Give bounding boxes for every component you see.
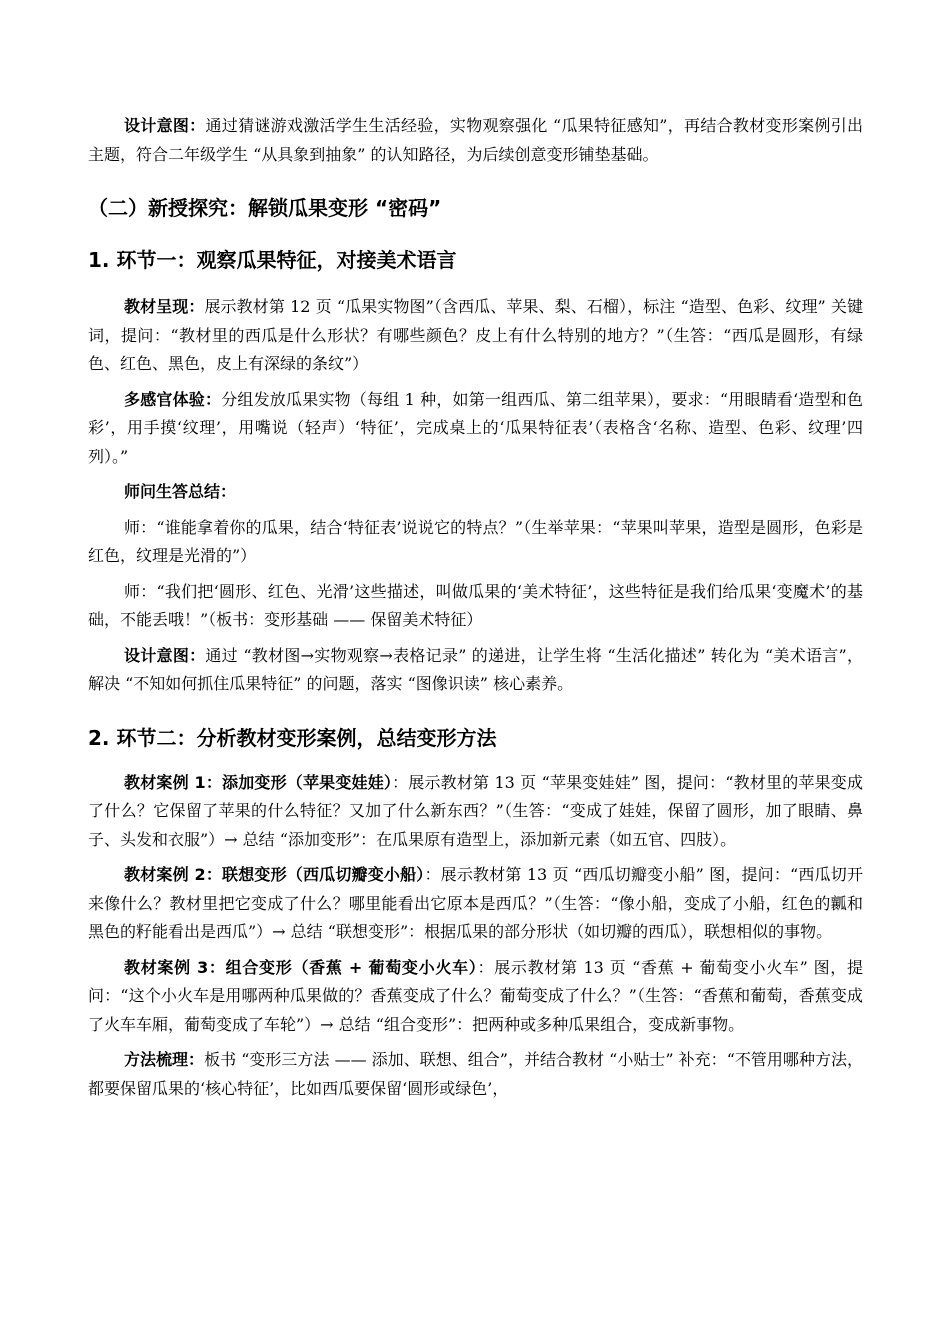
part1-design-paragraph — [88, 642, 863, 699]
part1-qa1: 师：“谁能拿着你的瓜果，结合‘特征表’说说它的特点？”（生举苹果：“苹果叫苹果，造型是圆形，色彩是红色，纹理是光滑的”） — [88, 517, 863, 565]
part2-case2-paragraph — [88, 861, 863, 947]
part2-case2-label: 教材案例 2：联想变形（西瓜切瓣变小船） — [124, 865, 425, 884]
part2-method-text: 板书 “变形三方法 —— 添加、联想、组合”，并结合教材 “小贴士” 补充：“不管用哪种方法，都要保留瓜果的‘核心特征’，比如西瓜要保留‘圆形或绿色’， — [88, 1050, 863, 1098]
part1-heading: 1. 环节一：观察瓜果特征，对接美术语言 — [88, 248, 457, 272]
section-title: （二）新授探究：解锁瓜果变形 “密码” — [88, 196, 442, 220]
intro-design-text: 通过猜谜游戏激活学生生活经验，实物观察强化 “瓜果特征感知”，再结合教材变形案例引出主题，符合二年级学生 “从具象到抽象” 的认知路径，为后续创意变形铺垫基础。 — [88, 116, 863, 164]
part2-case2-text: ：展示教材第 13 页 “西瓜切瓣变小船” 图，提问：“西瓜切开来像什么？教材里把它变成了什么？哪里能看出它原本是西瓜？”（生答：“像小船，变成了小船，红色的瓤和黑色的籽能看出是西瓜”）→ 总结 “联想变形”：根据瓜果的部分形状（如切瓣的西瓜），联想相似的事物。 — [88, 865, 863, 941]
part2-method-label: 方法梳理： — [124, 1050, 205, 1069]
part1-design-label: 设计意图： — [124, 645, 206, 665]
document-page — [88, 112, 863, 1103]
part1-qa2: 师：“我们把‘圆形、红色、光滑’这些描述，叫做瓜果的‘美术特征’，这些特征是我们给瓜果‘变魔术’的基础，不能丢哦！”（板书：变形基础 —— 保留美术特征） — [88, 581, 863, 629]
part2-heading: 2. 环节二：分析教材变形案例，总结变形方法 — [88, 725, 497, 750]
part1-qa-label-paragraph — [88, 478, 863, 507]
part1-sense-text: 分组发放瓜果实物（每组 1 种，如第一组西瓜、第二组苹果），要求：“用眼睛看‘造型和色彩’，用手摸‘纹理’，用嘴说（轻声）‘特征’，完成桌上的‘瓜果特征表’（表格含‘名称、造型、色彩、纹理’四列）。” — [88, 389, 863, 466]
intro-design-intent — [88, 112, 863, 169]
part2-method-paragraph — [88, 1046, 863, 1103]
part1-design-text: 通过 “教材图→实物观察→表格记录” 的递进，让学生将 “生活化描述” 转化为 “美术语言”，解决 “不知如何抓住瓜果特征” 的问题，落实 “图像识读” 核心素养。 — [88, 645, 863, 693]
part2-case3-text: ：展示教材第 13 页 “香蕉 + 葡萄变小火车” 图，提问：“这个小火车是用哪两种瓜果做的？香蕉变成了什么？葡萄变成了什么？”（生答：“香蕉和葡萄，香蕉变成了火车车厢，葡萄变成了车轮”）→ 总结 “组合变形”：把两种或多种瓜果组合，变成新事物。 — [88, 957, 863, 1034]
part2-case1-paragraph — [88, 769, 863, 855]
part1-present-paragraph — [88, 293, 863, 379]
part1-sense-paragraph — [88, 386, 863, 472]
part1-present-label: 教材呈现： — [124, 297, 205, 316]
part1-qa-label: 师问生答总结： — [124, 482, 237, 501]
part2-case1-label: 教材案例 1：添加变形（苹果变娃娃） — [124, 772, 393, 792]
part1-sense-label: 多感官体验： — [124, 389, 222, 409]
part1-present-text: 展示教材第 12 页 “瓜果实物图”（含西瓜、苹果、梨、石榴），标注 “造型、色彩、纹理” 关键词，提问：“教材里的西瓜是什么形状？有哪些颜色？皮上有什么特别的地方？”（生答：“西瓜是圆形，有绿色、红色、黑色，皮上有深绿的条纹”） — [88, 297, 863, 373]
part2-case3-label: 教材案例 3：组合变形（香蕉 + 葡萄变小火车） — [124, 957, 478, 977]
part2-case1-text: ：展示教材第 13 页 “苹果变娃娃” 图，提问：“教材里的苹果变成了什么？它保留了苹果的什么特征？又加了什么新东西？”（生答：“变成了娃娃，保留了圆形，加了眼睛、鼻子、头发和衣服”）→ 总结 “添加变形”：在瓜果原有造型上，添加新元素（如五官、四肢）。 — [88, 772, 863, 849]
part2-case3-paragraph — [88, 954, 863, 1040]
intro-design-label: 设计意图： — [124, 116, 206, 135]
